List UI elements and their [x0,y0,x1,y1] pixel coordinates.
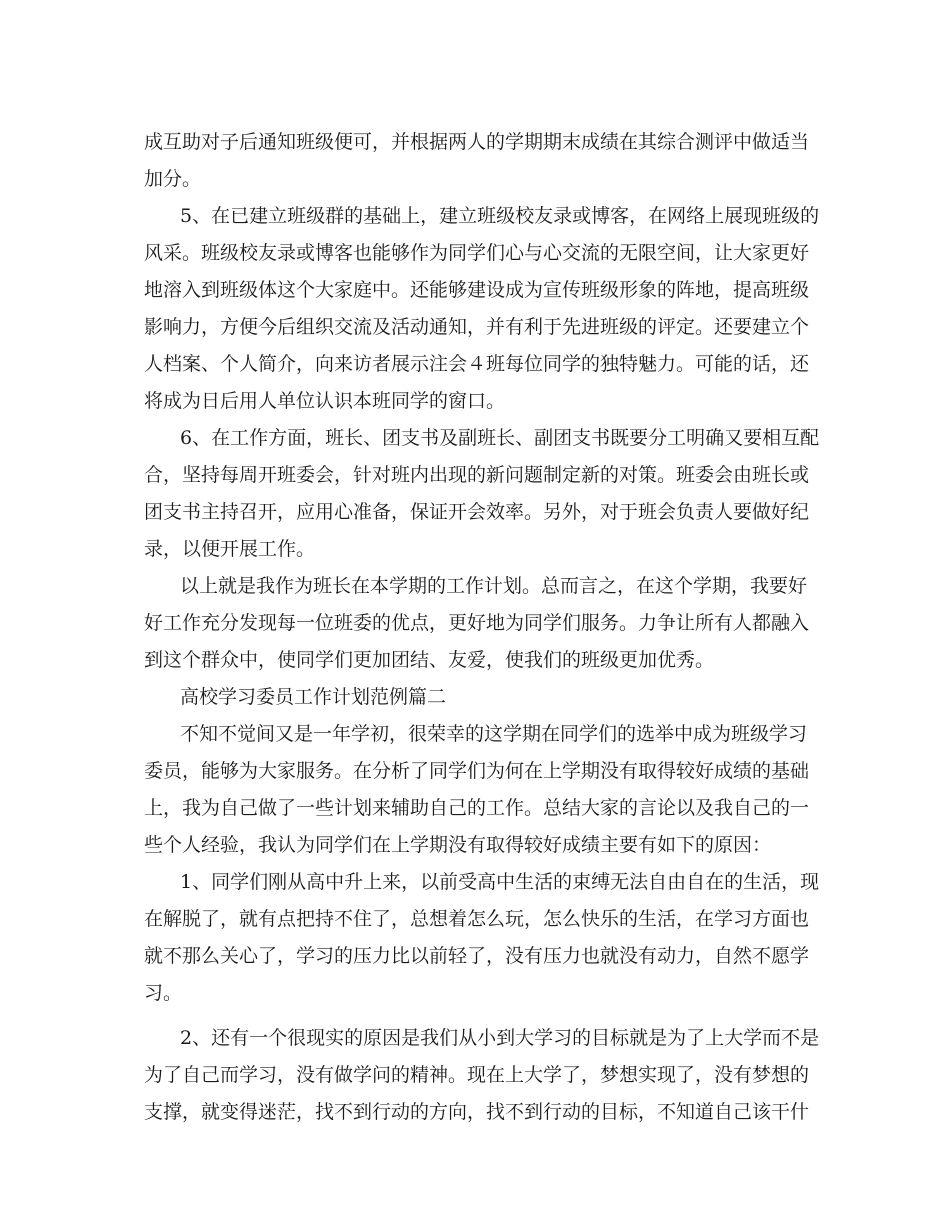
text-line: 不知不觉间又是一年学初，很荣幸的这学期在同学们的选举中成为班级学习 [180,723,808,745]
text-line: 支撑，就变得迷茫，找不到行动的方向，找不到行动的目标，不知道自己该干什 [144,1101,810,1123]
text-line: 习。 [144,982,183,1004]
text-line: 2、还有一个很现实的原因是我们从小到大学习的目标就是为了上大学而不是 [180,1027,820,1049]
text-line: 上，我为自己做了一些计划来辅助自己的工作。总结大家的言论以及我自己的一 [144,797,810,819]
text-line: 些个人经验，我认为同学们在上学期没有取得较好成绩主要有如下的原因： [144,834,772,856]
text-line: 为了自己而学习，没有做学问的精神。现在上大学了，梦想实现了，没有梦想的 [144,1064,810,1086]
text-line: 好工作充分发现每一位班委的优点，更好地为同学们服务。力争让所有人都融入 [144,612,810,634]
section-heading: 高校学习委员工作计划范例篇二 [180,686,447,708]
text-line: 团支书主持召开，应用心准备，保证开会效率。另外，对于班会负责人要做好纪 [144,501,810,523]
text-line: 到这个群众中，使同学们更加团结、友爱，使我们的班级更加优秀。 [144,649,715,671]
text-line: 成互助对子后通知班级便可，并根据两人的学期期末成绩在其综合测评中做适当 [144,131,810,153]
text-line: 委员，能够为大家服务。在分析了同学们为何在上学期没有取得较好成绩的基础 [144,760,810,782]
text-line: 影响力，方便今后组织交流及活动通知，并有利于先进班级的评定。还要建立个 [144,316,810,338]
text-line: 以上就是我作为班长在本学期的工作计划。总而言之，在这个学期，我要好 [180,575,808,597]
text-line: 就不那么关心了，学习的压力比以前轻了，没有压力也就没有动力，自然不愿学 [144,945,810,967]
text-line: 在解脱了，就有点把持不住了，总想着怎么玩，怎么快乐的生活，在学习方面也 [144,908,810,930]
text-line: 录，以便开展工作。 [144,538,316,560]
text-line: 风采。班级校友录或博客也能够作为同学们心与心交流的无限空间，让大家更好 [144,242,810,264]
text-line: 将成为日后用人单位认识本班同学的窗口。 [144,390,506,412]
text-line: 人档案、个人简介，向来访者展示注会４班每位同学的独特魅力。可能的话，还 [144,353,810,375]
text-line: 6、在工作方面，班长、团支书及副班长、副团支书既要分工明确又要相互配 [180,427,820,449]
text-line: 5、在已建立班级群的基础上，建立班级校友录或博客，在网络上展现班级的 [180,205,820,227]
text-line: 1、同学们刚从高中升上来，以前受高中生活的束缚无法自由自在的生活，现 [180,871,820,893]
text-line: 加分。 [144,168,202,190]
text-line: 合，坚持每周开班委会，针对班内出现的新问题制定新的对策。班委会由班长或 [144,464,810,486]
text-line: 地溶入到班级体这个大家庭中。还能够建设成为宣传班级形象的阵地，提高班级 [144,279,810,301]
